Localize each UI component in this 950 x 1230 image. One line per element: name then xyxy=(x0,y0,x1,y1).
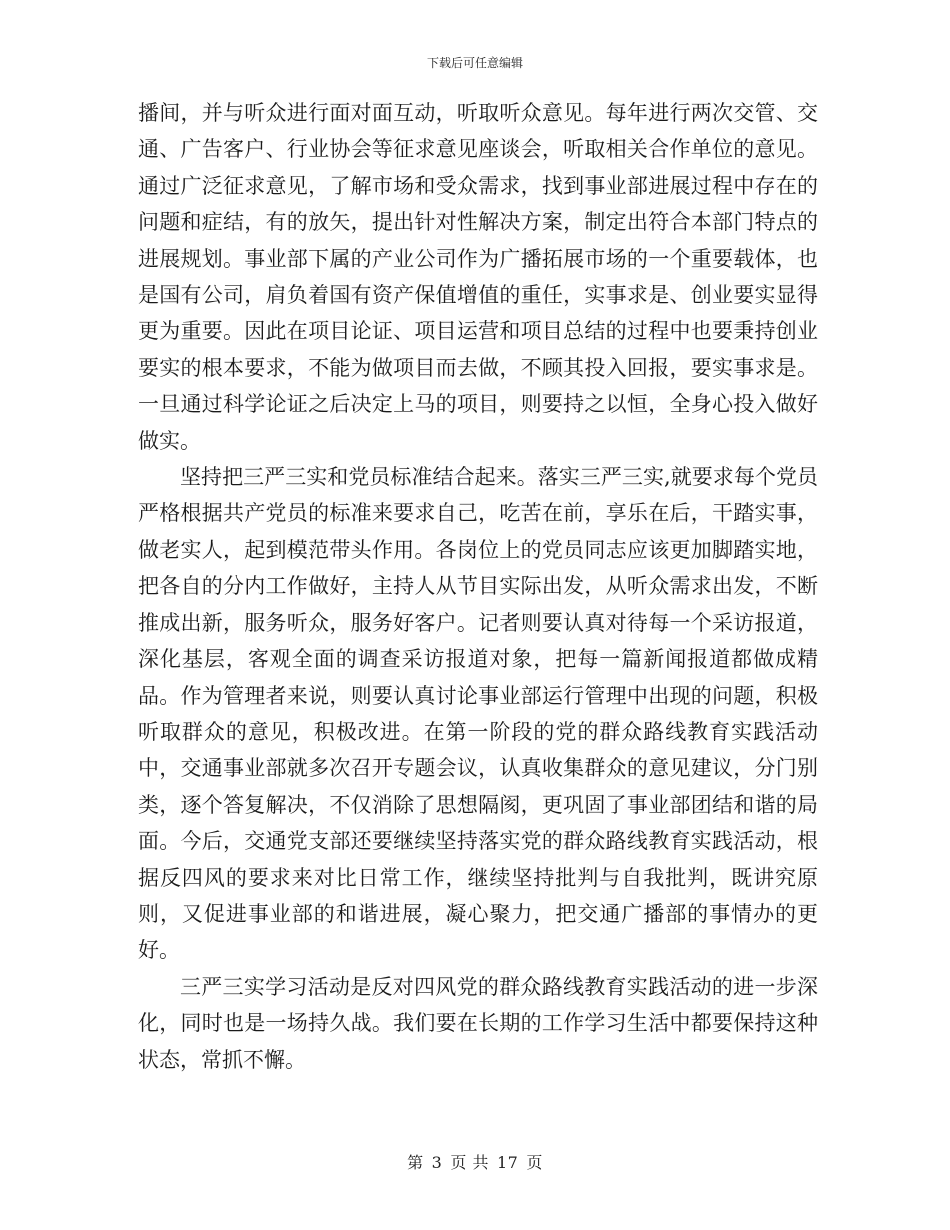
footer-total-pages: 17 xyxy=(496,1153,519,1172)
page-footer xyxy=(0,1150,950,1173)
paragraph-3: 三严三实学习活动是反对四风党的群众路线教育实践活动的进一步深化，同时也是一场持久战。我们要在长期的工作学习生活中都要保持这种状态，常抓不懈。 xyxy=(138,974,818,1072)
page-header xyxy=(0,54,950,71)
paragraph-2: 坚持把三严三实和党员标准结合起来。落实三严三实,就要求每个党员严格根据共产党员的标准来要求自己，吃苦在前，享乐在后，干踏实事，做老实人，起到模范带头作用。各岗位上的党员同志应该更加脚踏实地，把各自的分内工作做好，主持人从节目实际出发，从听众需求出发，不断推成出新，服务听众，服务好客户。记者则要认真对待每一个采访报道，深化基层，客观全面的调查采访报道对象，把每一篇新闻报道都做成精品。作为管理者来说，则要认真讨论事业部运行管理中出现的问题，积极听取群众的意见，积极改进。在第一阶段的党的群众路线教育实践活动中，交通事业部就多次召开专题会议，认真收集群众的意见建议，分门别类，逐个答复解决，不仅消除了思想隔阂，更巩固了事业部团结和谐的局面。今后，交通党支部还要继续坚持落实党的群众路线教育实践活动，根据反四风的要求来对比日常工作，继续坚持批判与自我批判，既讲究原则，又促进事业部的和谐进展，凝心聚力，把交通广播部的事情办的更好。 xyxy=(138,465,818,963)
footer-current-page: 3 xyxy=(431,1153,443,1172)
footer-middle: 页 共 xyxy=(450,1153,489,1172)
header-text: 下载后可任意编辑 xyxy=(426,56,523,70)
footer-suffix: 页 xyxy=(526,1153,543,1172)
footer-prefix: 第 xyxy=(407,1153,424,1172)
document-body xyxy=(138,95,818,1078)
paragraph-1: 播间，并与听众进行面对面互动，听取听众意见。每年进行两次交管、交通、广告客户、行业协会等征求意见座谈会，听取相关合作单位的意见。通过广泛征求意见，了解市场和受众需求，找到事业部进展过程中存在的问题和症结，有的放矢，提出针对性解决方案，制定出符合本部门特点的进展规划。事业部下属的产业公司作为广播拓展市场的一个重要载体，也是国有公司，肩负着国有资产保值增值的重任，实事求是、创业要实显得更为重要。因此在项目论证、项目运营和项目总结的过程中也要秉持创业要实的根本要求，不能为做项目而去做，不顾其投入回报，要实事求是。一旦通过科学论证之后决定上马的项目，则要持之以恒，全身心投入做好做实。 xyxy=(138,101,818,453)
